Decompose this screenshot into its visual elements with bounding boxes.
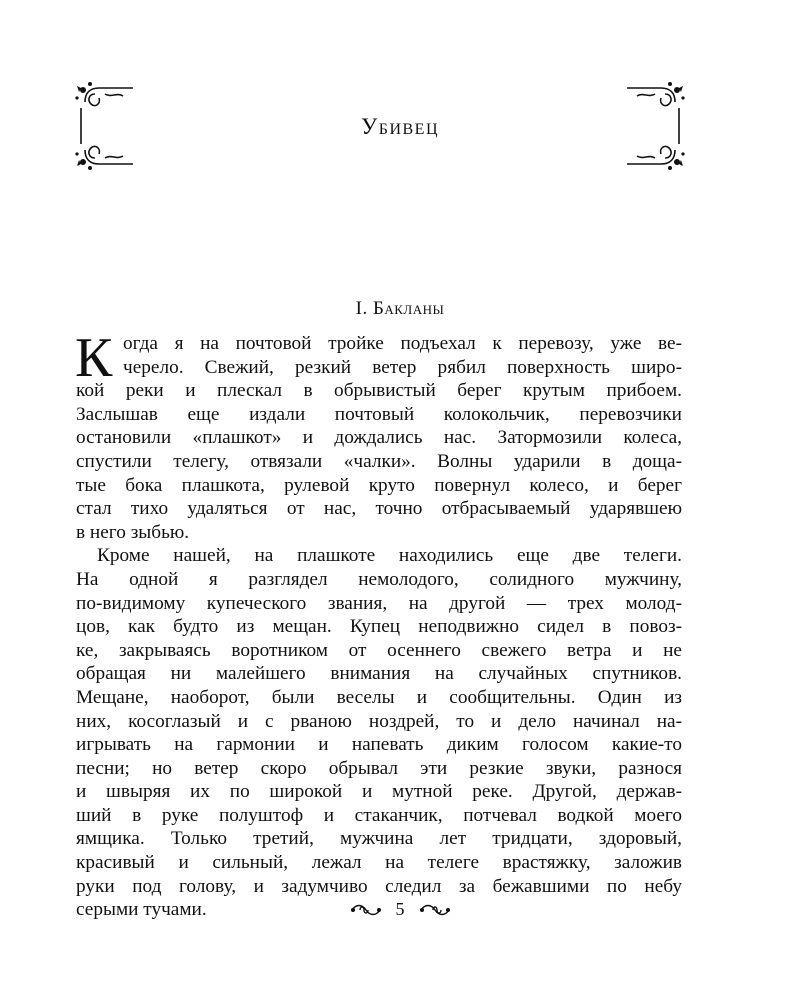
page-number: 5 — [395, 899, 405, 919]
text-line: по-видимому купеческого звания, на другой — трех молод- — [76, 592, 682, 614]
drop-cap: К — [75, 327, 113, 389]
text-line: ший в руке полуштоф и стаканчик, потчевал водкой моего — [76, 804, 682, 826]
text-line: остановили «плашкот» и дождались нас. Затормозили колеса, — [76, 427, 682, 449]
text-line: спустили телегу, отвязали «чалки». Волны ударили в доща- — [76, 450, 682, 472]
left-footer-flourish-icon — [350, 902, 382, 918]
text-line: На одной я разглядел немолодого, солидного мужчину, — [76, 568, 682, 590]
text-line: красивый и сильный, лежал на телеге врастяжку, заложив — [76, 852, 682, 874]
right-footer-flourish-icon — [419, 902, 451, 918]
text-line: игрывать на гармонии и напевать диким голосом какие-то — [76, 734, 682, 756]
text-line: Кроме нашей, на плашкоте находились еще две телеги. — [97, 545, 682, 567]
text-line: огда я на почтовой тройке подъехал к перевозу, уже ве- — [123, 333, 682, 354]
text-line: серыми тучами. — [76, 899, 207, 921]
chapter-title: I. Бакланы — [355, 298, 445, 319]
text-line: песни; но ветер скоро обрывал эти резкие звуки, разнося — [76, 757, 682, 779]
text-line: и швыряя их по широкой и мутной реке. Другой, держав- — [76, 781, 682, 803]
text-line: цов, как будто из мещан. Купец неподвижно сидел в повоз- — [76, 616, 682, 638]
text-line: Мещане, наоборот, были веселы и сообщительны. Один из — [76, 686, 682, 708]
text-line: обращая ни малейшего внимания на случайных спутников. — [76, 663, 682, 685]
text-line: в него зыбью. — [76, 521, 190, 543]
text-line: них, косоглазый и с рваною ноздрей, то и дело начинал на- — [76, 710, 682, 732]
text-line: стал тихо удаляться от нас, точно отбрасываемый ударявшею — [76, 498, 682, 520]
text-line: кой реки и плескал в обрывистый берег крутым прибоем. — [76, 380, 682, 402]
story-title: Убивец — [360, 114, 440, 139]
text-line: ке, закрываясь воротником от осеннего свежего ветра и не — [76, 639, 682, 661]
body-text — [75, 327, 682, 922]
page-footer — [0, 899, 800, 920]
text-line: ямщика. Только третий, мужчина лет тридцати, здоровый, — [76, 828, 682, 850]
text-line: руки под голову, и задумчиво следил за бежавшими по небу — [76, 875, 682, 897]
text-line: тые бока плашкота, рулевой круто повернул колесо, и берег — [76, 474, 682, 496]
text-line: черело. Свежий, резкий ветер рябил поверхность широ- — [123, 356, 682, 378]
text-line: Заслышав еще издали почтовый колокольчик, перевозчики — [76, 403, 682, 425]
